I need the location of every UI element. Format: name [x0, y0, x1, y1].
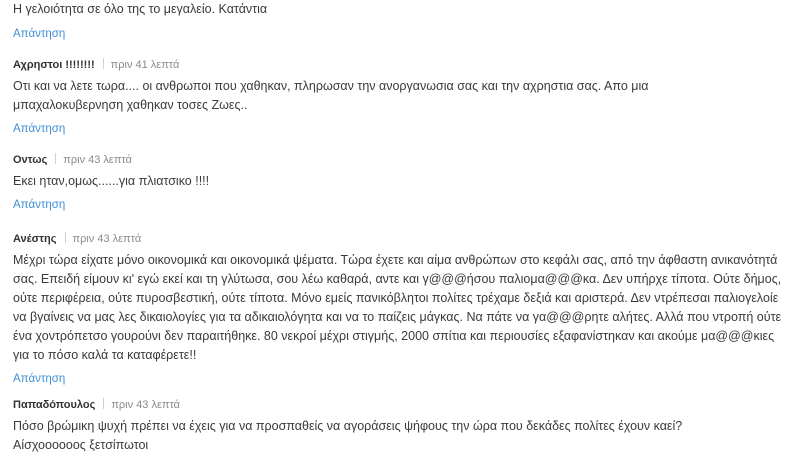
comment-item	[13, 232, 789, 387]
divider	[55, 153, 56, 164]
comment-time: πριν 43 λεπτά	[72, 233, 142, 245]
comment-author[interactable]: Οντως	[13, 154, 48, 166]
comment-text: Οτι και να λετε τωρα.... οι ανθρωποι που χαθηκαν, πληρωσαν την ανοργανωσια σας και την αχρηστια σας. Απο μια μπαχαλοκυβερνηση χαθηκαν τοσες Ζωες..	[13, 79, 649, 112]
comment-time: πριν 41 λεπτά	[110, 59, 180, 71]
comment-author[interactable]: Παπαδόπουλος	[13, 399, 96, 411]
comment-item	[13, 0, 789, 40]
comment-text: Εκει ηταν,ομως......για πλιατσικο !!!!	[13, 174, 210, 188]
comment-header	[13, 58, 789, 72]
divider	[103, 398, 104, 409]
comment-header	[13, 398, 789, 412]
comment-text: Μέχρι τώρα είχατε μόνο οικονομικά και οικονομικά ψέματα. Τώρα έχετε και αίμα ανθρώπων στο κεφάλι σας, από την άφθαστη ανικανότητά σας. Επειδή είμουν κι' εγώ εκεί και τη γλύτωσα, σου λέω καθαρά, αντε και γ@@@ήσου παλιομα@@@κα. Δεν υπήρχε τίποτα. Ούτε δήμος, ούτε περιφέρεια, ούτε πυροσβεστική, ούτε τίποτα. Μόνο εμείς πανικόβλητοι πολίτες τρέχαμε δεξιά και αριστερά. Δεν ντρέπεσαι παλιογελοίε να βγαίνεις να μας λες δικαιολογίες για τα αδικαιολόγητα και να το παίζεις μάγκας. Να πάτε να γα@@@ρητε αλήτες. Αλλά που ντροπή ούτε ένα χοντρόπετσο γουρούνι δεν παραιτήθηκε. 80 νεκροί μέχρι στιγμής, 2000 σπίτια και περιουσίες εξαφανίστηκαν και ακούμε μα@@@κιες για το πόσο καλά τα καταφέρετε!!	[13, 253, 782, 362]
reply-link[interactable]: Απάντηση	[13, 373, 66, 385]
comment-author[interactable]: Αχρηστοι !!!!!!!!	[13, 59, 95, 71]
comment-author[interactable]: Ανέστης	[13, 233, 57, 245]
divider	[65, 232, 66, 243]
comment-time: πριν 43 λεπτά	[111, 399, 181, 411]
comment-header	[13, 232, 789, 246]
reply-link[interactable]: Απάντηση	[13, 199, 66, 211]
comment-item	[13, 58, 789, 137]
comment-header	[13, 153, 789, 167]
comment-item	[13, 398, 789, 455]
comment-item	[13, 153, 789, 213]
comment-text: Πόσο βρώμικη ψυχή πρέπει να έχεις για να προσπαθείς να αγοράσεις ψήφους την ώρα που δεκάδες πολίτες έχουν καεί? Αίσχοοοοοος ξετσίπωτοι	[13, 419, 683, 452]
comment-time: πριν 43 λεπτά	[63, 154, 132, 166]
comment-text: Η γελοιότητα σε όλο της το μεγαλείο. Κατάντια	[13, 2, 268, 16]
reply-link[interactable]: Απάντηση	[13, 123, 66, 135]
divider	[103, 58, 104, 69]
reply-link[interactable]: Απάντηση	[13, 28, 66, 40]
